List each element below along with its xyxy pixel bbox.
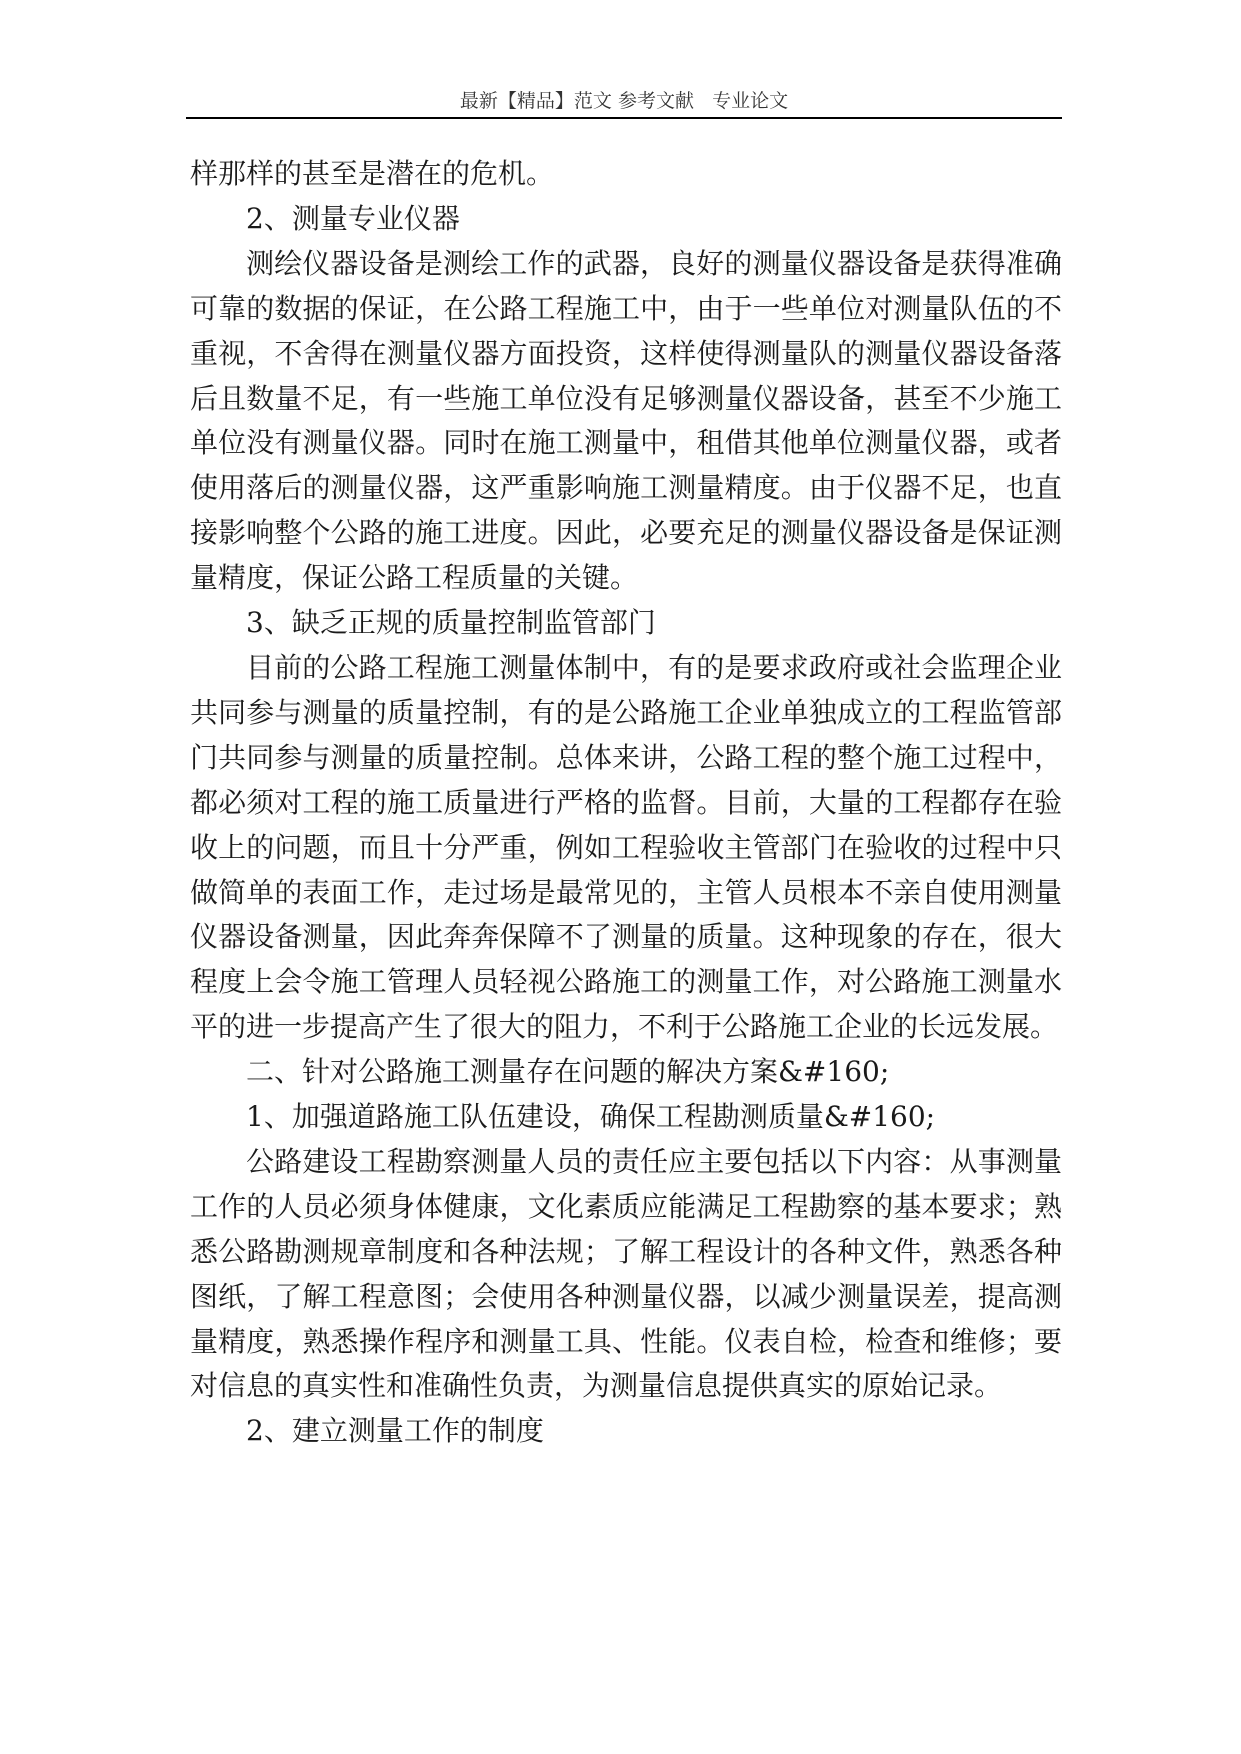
page-header: 最新【精品】范文 参考文献 专业论文 (459, 90, 789, 112)
section-heading: 3、缺乏正规的质量控制监管部门 (246, 606, 656, 640)
document-body (190, 152, 1062, 1454)
section-heading: 2、测量专业仪器 (246, 201, 460, 235)
section-heading: 2、建立测量工作的制度 (246, 1414, 544, 1448)
paragraph: 测绘仪器设备是测绘工作的武器，良好的测量仪器设备是获得准确可靠的数据的保证，在公路工程施工中，由于一些单位对测量队伍的不重视，不舍得在测量仪器方面投资，这样使得测量队的测量仪器设备落后且数量不足，有一些施工单位没有足够测量仪器设备，甚至不少施工单位没有测量仪器。同时在施工测量中，租借其他单位测量仪器，或者使用落后的测量仪器，这严重影响施工测量精度。由于仪器不足，也直接影响整个公路的施工进度。因此，必要充足的测量仪器设备是保证测量精度，保证公路工程质量的关键。 (190, 246, 1062, 595)
section-heading: 1、加强道路施工队伍建设，确保工程勘测质量&#160; (246, 1100, 936, 1134)
section-heading: 二、针对公路施工测量存在问题的解决方案&#160; (246, 1055, 890, 1089)
paragraph: 样那样的甚至是潜在的危机。 (190, 157, 555, 190)
header-rule (186, 117, 1062, 119)
paragraph: 目前的公路工程施工测量体制中，有的是要求政府或社会监理企业共同参与测量的质量控制，有的是公路施工企业单独成立的工程监管部门共同参与测量的质量控制。总体来讲，公路工程的整个施工过程中，都必须对工程的施工质量进行严格的监督。目前，大量的工程都存在验收上的问题，而且十分严重，例如工程验收主管部门在验收的过程中只做简单的表面工作，走过场是最常见的，主管人员根本不亲自使用测量仪器设备测量，因此奔奔保障不了测量的质量。这种现象的存在，很大程度上会令施工管理人员轻视公路施工的测量工作，对公路施工测量水平的进一步提高产生了很大的阻力，不利于公路施工企业的长远发展。 (190, 650, 1062, 1044)
paragraph: 公路建设工程勘察测量人员的责任应主要包括以下内容：从事测量工作的人员必须身体健康，文化素质应能满足工程勘察的基本要求；熟悉公路勘测规章制度和各种法规；了解工程设计的各种文件，熟悉各种图纸，了解工程意图；会使用各种测量仪器，以减少测量误差，提高测量精度，熟悉操作程序和测量工具、性能。仪表自检，检查和维修；要对信息的真实性和准确性负责，为测量信息提供真实的原始记录。 (190, 1144, 1062, 1403)
